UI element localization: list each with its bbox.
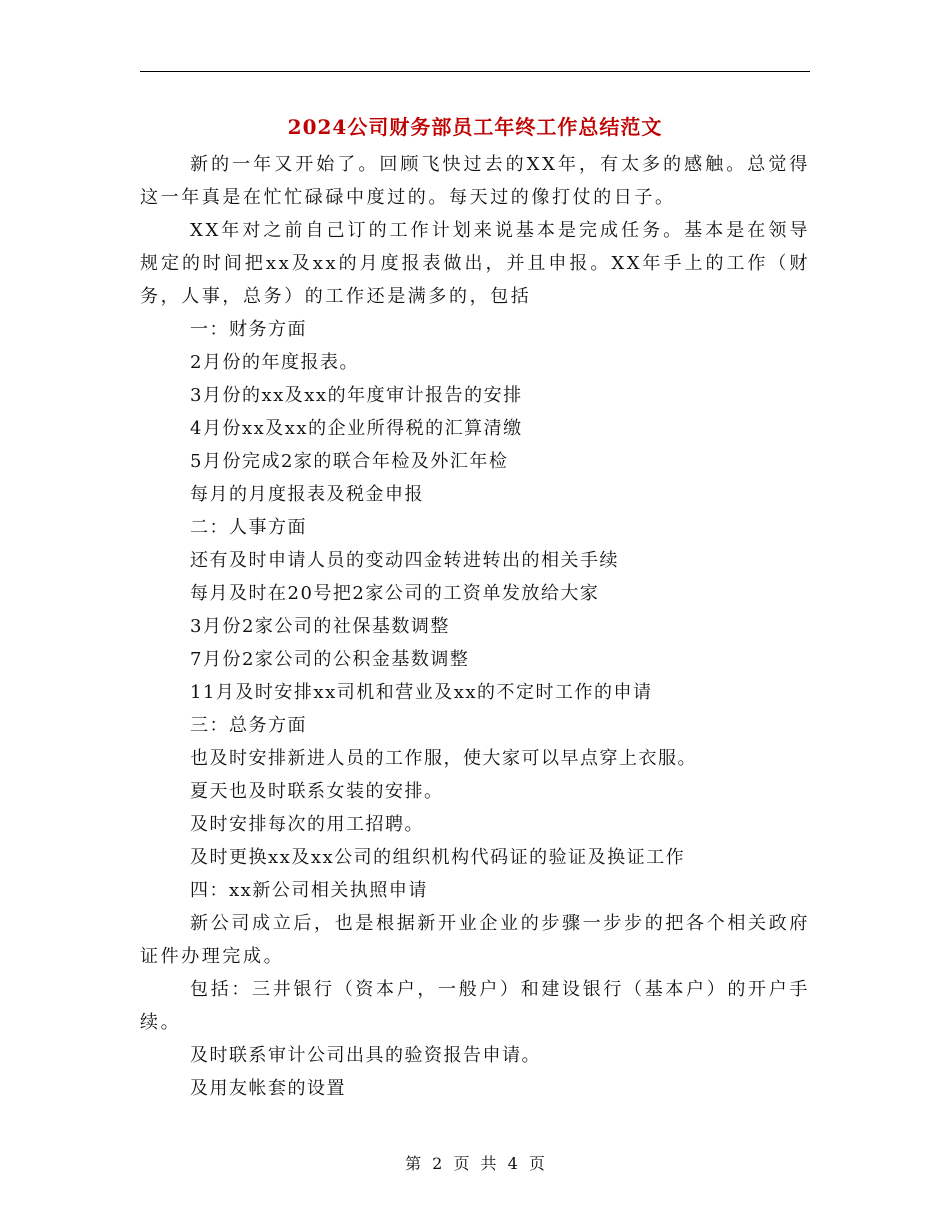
list-item: 夏天也及时联系女装的安排。 xyxy=(190,781,444,802)
list-item: 每月的月度报表及税金申报 xyxy=(190,484,425,505)
list-item: 7月份2家公司的公积金基数调整 xyxy=(190,649,470,670)
list-item: 5月份完成2家的联合年检及外汇年检 xyxy=(190,451,509,472)
list-item: 11月及时安排xx司机和营业及xx的不定时工作的申请 xyxy=(190,682,653,703)
list-item: 还有及时申请人员的变动四金转进转出的相关手续 xyxy=(190,550,620,571)
list-item: 及时更换xx及xx公司的组织机构代码证的验证及换证工作 xyxy=(190,847,686,868)
body-paragraph: 新公司成立后，也是根据新开业企业的步骤一步步的把各个相关政府证件办理完成。 xyxy=(140,913,810,967)
list-item: 及用友帐套的设置 xyxy=(190,1078,347,1099)
section-heading-finance: 一：财务方面 xyxy=(190,319,308,340)
list-item: 3月份的xx及xx的年度审计报告的安排 xyxy=(190,385,523,406)
page-footer: 第 2 页 共 4 页 xyxy=(405,1154,545,1173)
body-paragraph: XX年对之前自己订的工作计划来说基本是完成任务。基本是在领导规定的时间把xx及xx的月度报表做出，并且申报。XX年手上的工作（财务，人事，总务）的工作还是满多的，包括 xyxy=(140,220,810,307)
document-title: 2024公司财务部员工年终工作总结范文 xyxy=(287,115,663,139)
list-item: 每月及时在20号把2家公司的工资单发放给大家 xyxy=(190,583,600,604)
list-item: 也及时安排新进人员的工作服，使大家可以早点穿上衣服。 xyxy=(190,748,698,769)
list-item: 3月份2家公司的社保基数调整 xyxy=(190,616,450,637)
list-item: 及时安排每次的用工招聘。 xyxy=(190,814,425,835)
body-paragraph: 新的一年又开始了。回顾飞快过去的XX年，有太多的感触。总觉得这一年真是在忙忙碌碌中度过的。每天过的像打仗的日子。 xyxy=(140,154,810,208)
document-body xyxy=(140,148,810,1105)
list-item: 4月份xx及xx的企业所得税的汇算清缴 xyxy=(190,418,523,439)
list-item: 及时联系审计公司出具的验资报告申请。 xyxy=(190,1045,542,1066)
section-heading-hr: 二：人事方面 xyxy=(190,517,308,538)
header-rule xyxy=(140,71,810,72)
body-paragraph: 包括：三井银行（资本户，一般户）和建设银行（基本户）的开户手续。 xyxy=(140,979,810,1033)
section-heading-general-affairs: 三：总务方面 xyxy=(190,715,308,736)
section-heading-license: 四：xx新公司相关执照申请 xyxy=(190,880,428,901)
list-item: 2月份的年度报表。 xyxy=(190,352,359,373)
